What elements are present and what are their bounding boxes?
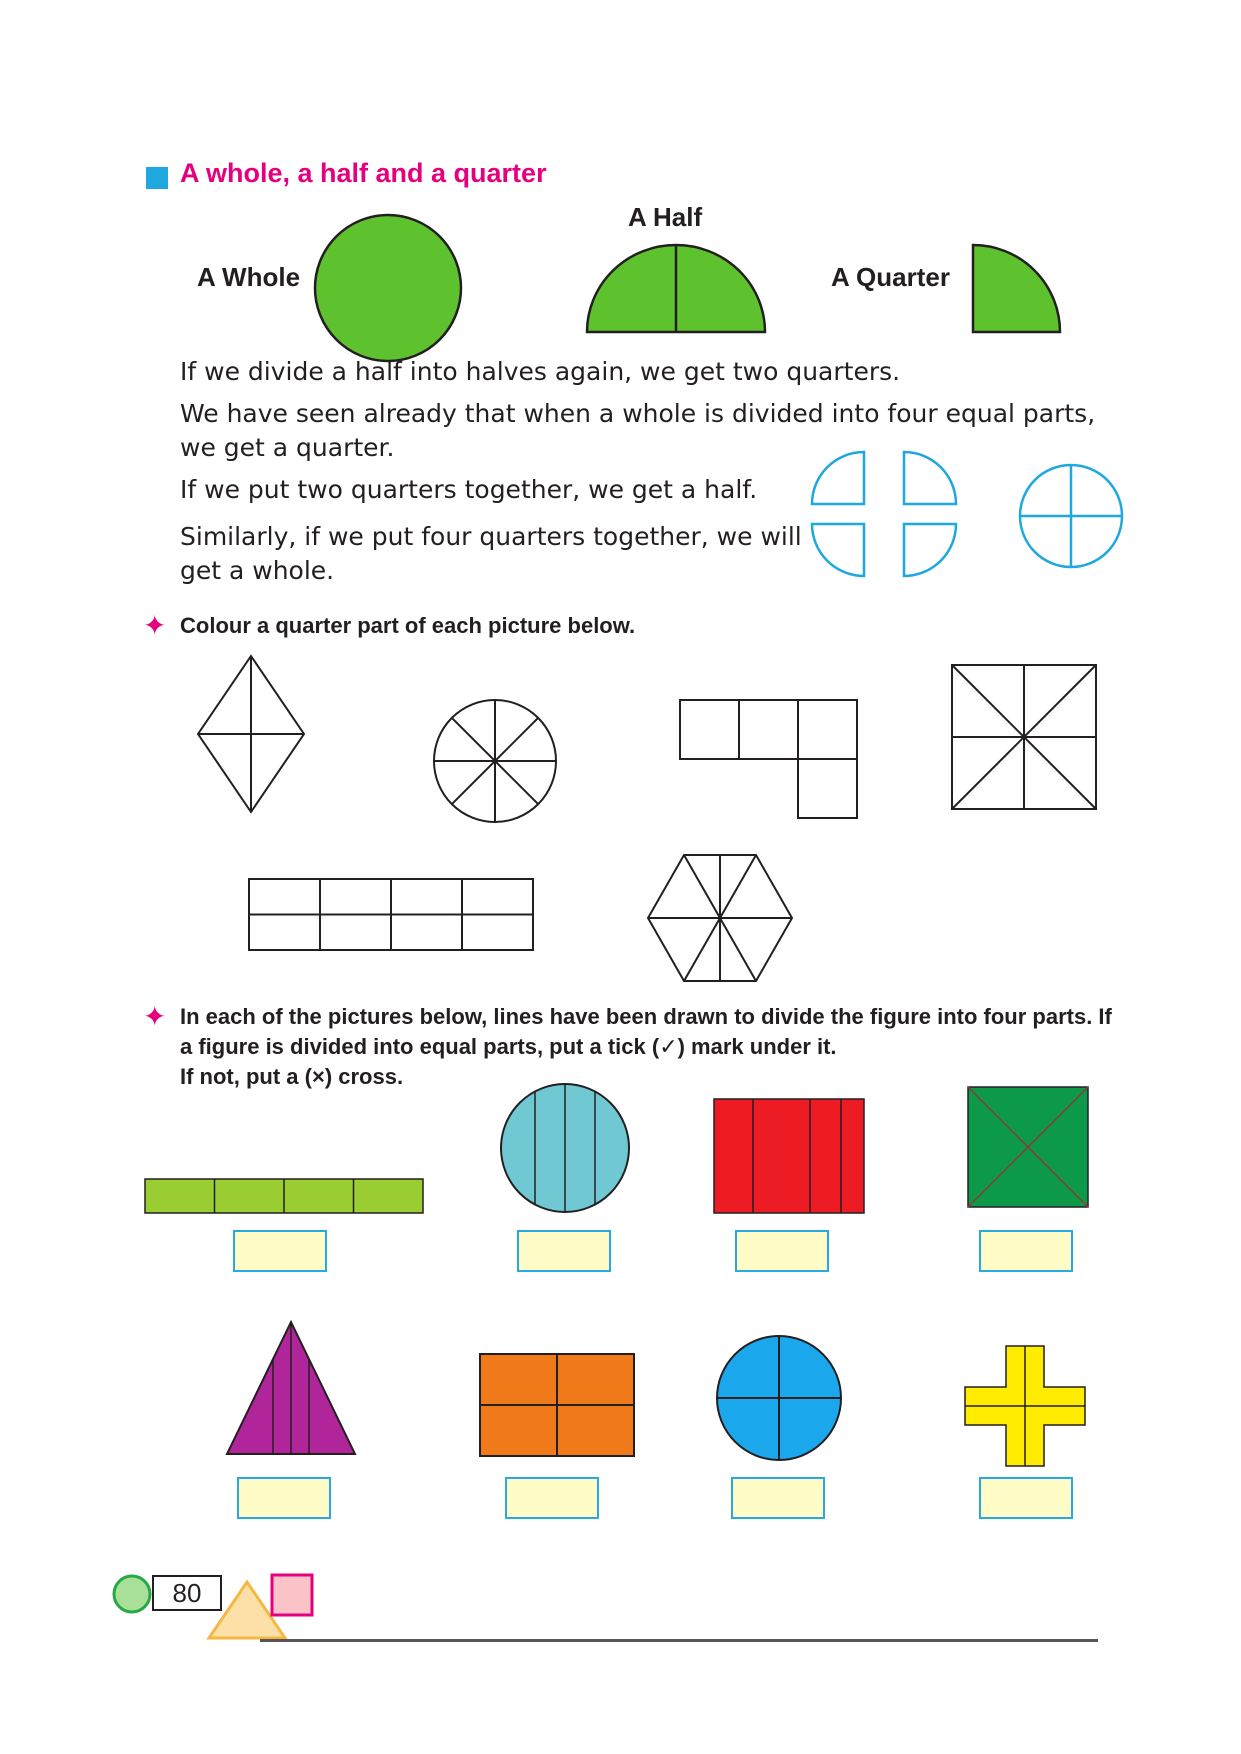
answer-box[interactable] xyxy=(505,1477,599,1519)
rectangle-grid-figure[interactable] xyxy=(247,877,535,952)
answer-box[interactable] xyxy=(517,1230,611,1272)
quarter-label: A Quarter xyxy=(831,262,950,292)
footer-circle-icon xyxy=(112,1574,152,1614)
blue-circle-figure xyxy=(715,1334,843,1462)
l-shape-figure[interactable] xyxy=(678,698,860,820)
task-tick-cross-line3: If not, put a (×) cross. xyxy=(180,1064,404,1089)
paragraph-2a: We have seen already that when a whole is divided into four equal parts, xyxy=(180,399,1096,428)
whole-label: A Whole xyxy=(197,262,301,292)
orange-rectangle-figure xyxy=(479,1353,635,1457)
task-tick-cross-line2: a figure is divided into equal parts, put a tick (✓) mark under it. xyxy=(180,1034,837,1059)
answer-box[interactable] xyxy=(731,1477,825,1519)
hexagon-figure[interactable] xyxy=(646,853,794,983)
four-point-star-icon: ✦ xyxy=(143,1001,167,1032)
task-tick-cross-line1: In each of the pictures below, lines have been drawn to divide the figure into four parts. If xyxy=(180,1004,1112,1029)
quarter-sector xyxy=(971,243,1063,335)
answer-box[interactable] xyxy=(735,1230,829,1272)
answer-box[interactable] xyxy=(237,1477,331,1519)
red-rectangle-figure xyxy=(713,1098,865,1214)
green-square-figure xyxy=(967,1086,1089,1208)
four-quarters-illustration xyxy=(810,450,960,580)
green-bar-figure xyxy=(144,1178,424,1214)
task-colour-quarter: Colour a quarter part of each picture below. xyxy=(180,613,636,638)
paragraph-4b: get a whole. xyxy=(180,556,335,585)
four-point-star-icon: ✦ xyxy=(143,610,167,641)
kite-figure[interactable] xyxy=(196,654,306,814)
section-title: A whole, a half and a quarter xyxy=(180,158,547,188)
paragraph-2b: we get a quarter. xyxy=(180,433,395,462)
whole-circle-quartered-illustration xyxy=(1018,463,1124,569)
paragraph-3: If we put two quarters together, we get a half. xyxy=(180,475,758,504)
page-number: 80 xyxy=(152,1575,222,1611)
half-label: A Half xyxy=(628,202,703,232)
yellow-cross-figure xyxy=(964,1345,1086,1467)
circle-eighths-figure[interactable] xyxy=(432,698,558,824)
answer-box[interactable] xyxy=(979,1230,1073,1272)
answer-box[interactable] xyxy=(233,1230,327,1272)
paragraph-4a: Similarly, if we put four quarters together, we will xyxy=(180,522,802,551)
cyan-circle-figure xyxy=(499,1082,631,1214)
footer-square-icon xyxy=(270,1573,314,1617)
square-bullet-icon xyxy=(146,167,168,189)
square-eighths-figure[interactable] xyxy=(950,663,1098,811)
paragraph-1: If we divide a half into halves again, we get two quarters. xyxy=(180,357,901,386)
whole-circle xyxy=(312,212,464,364)
answer-box[interactable] xyxy=(979,1477,1073,1519)
footer-rule xyxy=(260,1639,1098,1642)
half-semicircle xyxy=(585,243,767,335)
purple-triangle-figure xyxy=(225,1320,357,1456)
